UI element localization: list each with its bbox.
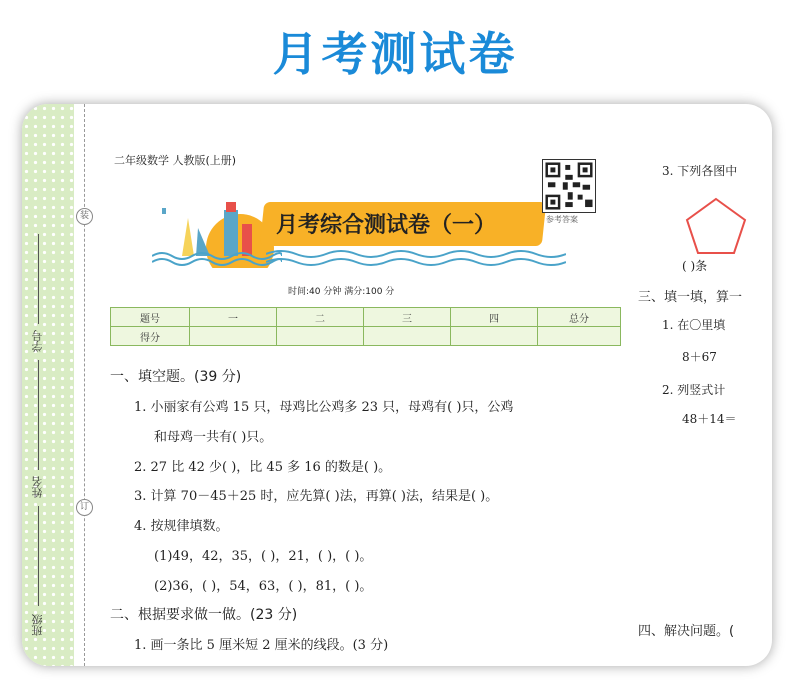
question-text: 1. 小丽家有公鸡 15 只，母鸡比公鸡多 23 只，母鸡有( )只，公鸡 bbox=[134, 400, 514, 415]
question-text: 3. 计算 70－45＋25 时，应先算( )法，再算( )法，结果是( )。 bbox=[134, 489, 499, 504]
binding-dashed-line bbox=[84, 104, 85, 666]
right-expression-1: 8＋67 bbox=[682, 350, 717, 364]
right-question-2: 2. 列竖式计 bbox=[662, 383, 726, 397]
score-header-cell: 总分 bbox=[538, 308, 621, 327]
right-question-1: 1. 在〇里填 bbox=[662, 318, 726, 332]
time-info: 时间:40 分钟 满分:100 分 bbox=[288, 287, 395, 297]
score-input-cell[interactable] bbox=[277, 327, 364, 346]
score-input-cell[interactable] bbox=[190, 327, 277, 346]
section-2-title: 二、根据要求做一做。(23 分) bbox=[110, 607, 298, 623]
name-line-top bbox=[38, 360, 39, 470]
question-text: 2. 27 比 42 少( )，比 45 多 16 的数是( )。 bbox=[134, 460, 392, 475]
score-input-cell[interactable] bbox=[364, 327, 451, 346]
question-text: (2)36，( )，54，63，( )，81，( )。 bbox=[154, 579, 373, 594]
section-3-title: 三、填一填，算一 bbox=[638, 290, 743, 305]
question-text: 1. 画一条比 5 厘米短 2 厘米的线段。(3 分) bbox=[134, 638, 389, 653]
score-header-cell: 题号 bbox=[111, 308, 190, 327]
worksheet-card bbox=[22, 104, 772, 666]
score-header-cell: 四 bbox=[451, 308, 538, 327]
name-line bbox=[38, 506, 39, 606]
question-text: (1)49，42，35，( )，21，( )，( )。 bbox=[154, 549, 373, 564]
name-label: 姓名 bbox=[31, 476, 44, 498]
score-row-label: 得分 bbox=[111, 327, 190, 346]
section-4-title: 四、解决问题。( bbox=[638, 624, 735, 639]
score-header-cell: 三 bbox=[364, 308, 451, 327]
exam-title: 月考综合测试卷（一） bbox=[276, 213, 497, 238]
right-expression-2: 48＋14＝ bbox=[682, 412, 737, 426]
qr-label: 参考答案 bbox=[546, 215, 578, 224]
score-header-cell: 一 bbox=[190, 308, 277, 327]
score-input-cell[interactable] bbox=[538, 327, 621, 346]
class-label: 班级 bbox=[31, 614, 44, 636]
score-input-cell[interactable] bbox=[451, 327, 538, 346]
right-question-3: 3. 下列各图中 bbox=[662, 164, 738, 178]
qr-code[interactable] bbox=[542, 159, 596, 213]
section-1-title: 一、填空题。(39 分) bbox=[110, 369, 242, 385]
score-header-cell: 二 bbox=[277, 308, 364, 327]
pentagon-figure bbox=[684, 196, 748, 256]
subject-line: 二年级数学 人教版(上册) bbox=[114, 154, 237, 167]
bind-mark-1: 装 bbox=[76, 208, 93, 225]
bird-icon bbox=[162, 208, 166, 214]
right-page bbox=[634, 104, 772, 666]
binding-margin bbox=[22, 104, 74, 666]
score-table bbox=[110, 307, 621, 346]
id-label: 学号 bbox=[31, 330, 44, 352]
banner-title: 月考测试卷 bbox=[272, 27, 518, 81]
wave-decoration bbox=[266, 244, 566, 274]
right-blank: ( )条 bbox=[682, 259, 708, 273]
question-text: 4. 按规律填数。 bbox=[134, 519, 229, 534]
id-line bbox=[38, 234, 39, 324]
bind-mark-2: 订 bbox=[76, 499, 93, 516]
question-text: 和母鸡一共有( )只。 bbox=[154, 430, 273, 445]
